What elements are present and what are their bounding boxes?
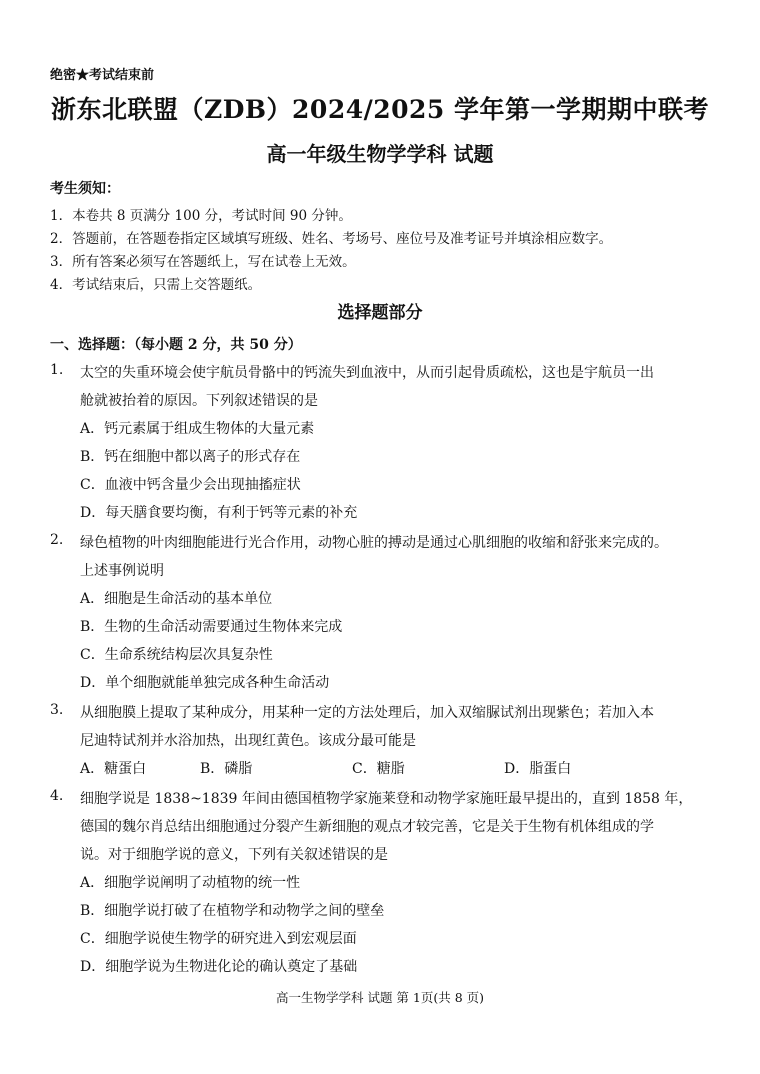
option: C．细胞学说使生物学的研究进入到宏观层面 (80, 931, 357, 947)
option: A．钙元素属于组成生物体的大量元素 (80, 421, 315, 437)
option: D．脂蛋白 (504, 761, 572, 777)
question-text: 舱就被抬着的原因。下列叙述错误的是 (80, 393, 318, 409)
question-text: 从细胞膜上提取了某种成分，用某种一定的方法处理后，加入双缩脲试剂出现紫色；若加入本 (80, 705, 654, 721)
option: A．细胞学说阐明了动植物的统一性 (80, 875, 301, 891)
option: D．细胞学说为生物进化论的确认奠定了基础 (80, 959, 358, 975)
notice-item: 3．所有答案必须写在答题纸上，写在试卷上无效。 (50, 254, 356, 270)
question-text: 说。对于细胞学说的意义，下列有关叙述错误的是 (80, 847, 388, 863)
question-text: 尼迪特试剂并水浴加热，出现红黄色。该成分最可能是 (80, 733, 416, 749)
question-text: 太空的失重环境会使宇航员骨骼中的钙流失到血液中，从而引起骨质疏松，这也是宇航员一出 (80, 365, 654, 381)
question-number: 1. (50, 362, 64, 378)
notice-heading: 考生须知： (50, 181, 120, 197)
option: A．糖蛋白 (80, 761, 147, 777)
option: C．糖脂 (352, 761, 405, 777)
question-number: 4. (50, 788, 64, 804)
exam-subtitle: 高一年级生物学学科 试题 (266, 142, 494, 166)
question-text: 上述事例说明 (80, 563, 164, 579)
page-footer: 高一生物学学科 试题 第 1页(共 8 页) (275, 990, 485, 1005)
option: D．单个细胞就能单独完成各种生命活动 (80, 675, 330, 691)
notice-item: 4．考试结束后，只需上交答题纸。 (50, 277, 262, 293)
option: C．血液中钙含量少会出现抽搐症状 (80, 477, 301, 493)
question-text: 细胞学说是 1838~1839 年间由德国植物学家施莱登和动物学家施旺最早提出的，直到 1858 年， (80, 791, 693, 807)
option: B．生物的生命活动需要通过生物体来完成 (80, 619, 343, 635)
question-number: 3. (50, 702, 64, 718)
option: D．每天膳食要均衡，有利于钙等元素的补充 (80, 505, 358, 521)
question-text: 绿色植物的叶肉细胞能进行光合作用，动物心脏的搏动是通过心肌细胞的收缩和舒张来完成的。 (80, 535, 668, 551)
option: A．细胞是生命活动的基本单位 (80, 591, 273, 607)
confidential-label: 绝密★考试结束前 (50, 68, 155, 83)
notice-item: 2．答题前，在答题卷指定区域填写班级、姓名、考场号、座位号及准考证号并填涂相应数字。 (50, 231, 613, 247)
option: B．钙在细胞中都以离子的形式存在 (80, 449, 301, 465)
part-title: 一、选择题：（每小题 2 分，共 50 分） (50, 337, 302, 353)
section-title: 选择题部分 (337, 303, 423, 323)
option: B．细胞学说打破了在植物学和动物学之间的壁垒 (80, 903, 385, 919)
option: B．磷脂 (200, 761, 253, 777)
question-text: 德国的魏尔肖总结出细胞通过分裂产生新细胞的观点才较完善，它是关于生物有机体组成的学 (80, 819, 654, 835)
notice-item: 1．本卷共 8 页满分 100 分，考试时间 90 分钟。 (50, 208, 352, 224)
option: C．生命系统结构层次具复杂性 (80, 647, 273, 663)
exam-title: 浙东北联盟（ZDB）2024/2025 学年第一学期期中联考 (50, 95, 710, 124)
question-number: 2. (50, 532, 64, 548)
